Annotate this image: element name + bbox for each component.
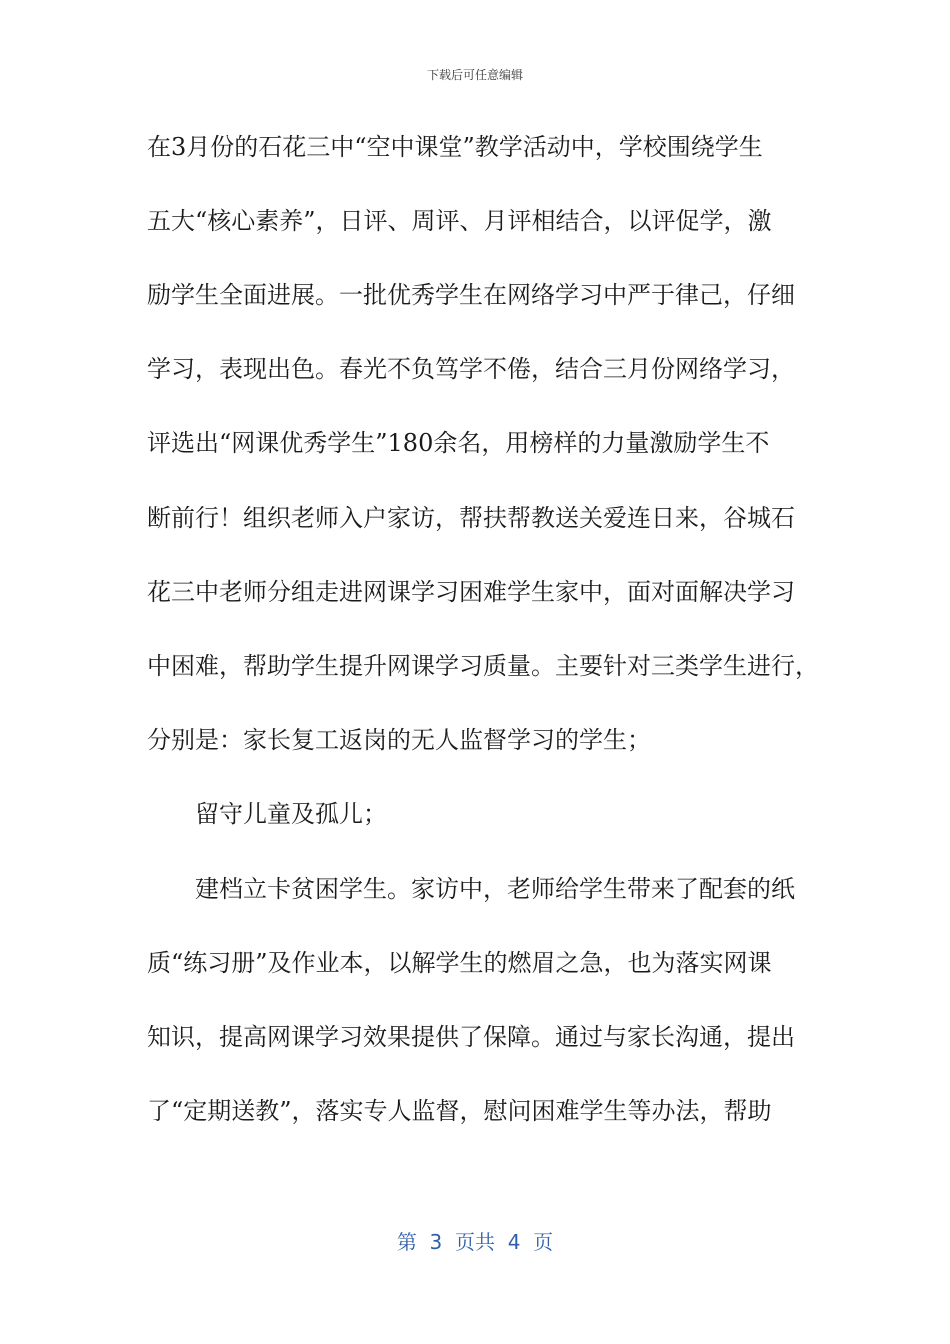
page-number: 第 3 页共 4 页: [396, 1230, 554, 1254]
body-line: 五大“核心素养”，日评、周评、月评相结合，以评促学，激: [147, 207, 772, 235]
body-line: 在3月份的石花三中“空中课堂”教学活动中，学校围绕学生: [147, 133, 763, 161]
body-line: 中困难，帮助学生提升网课学习质量。主要针对三类学生进行，: [147, 652, 819, 680]
body-line: 质“练习册”及作业本，以解学生的燃眉之急，也为落实网课: [147, 949, 772, 977]
body-line: 花三中老师分组走进网课学习困难学生家中，面对面解决学习: [147, 578, 795, 606]
body-line: 励学生全面进展。一批优秀学生在网络学习中严于律己，仔细: [147, 281, 795, 309]
body-line: 评选出“网课优秀学生”180余名，用榜样的力量激励学生不: [147, 429, 770, 457]
body-line: 断前行！组织老师入户家访，帮扶帮教送关爱连日来，谷城石: [147, 504, 795, 532]
body-line: 留守儿童及孤儿；: [195, 800, 387, 828]
body-line: 学习，表现出色。春光不负笃学不倦，结合三月份网络学习，: [147, 355, 795, 383]
header-note: 下载后可任意编辑: [426, 68, 523, 82]
body-line: 知识，提高网课学习效果提供了保障。通过与家长沟通，提出: [147, 1023, 795, 1051]
body-line: 分别是：家长复工返岗的无人监督学习的学生；: [147, 726, 651, 754]
body-line: 了“定期送教”，落实专人监督，慰问困难学生等办法，帮助: [147, 1097, 772, 1125]
body-line: 建档立卡贫困学生。家访中，老师给学生带来了配套的纸: [195, 875, 795, 903]
